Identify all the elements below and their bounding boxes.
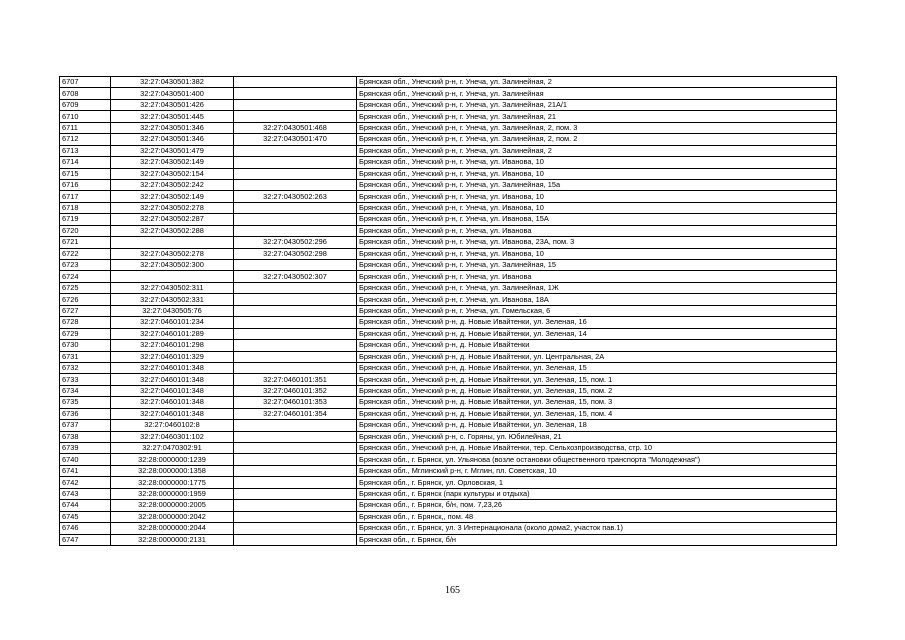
address-cell: Брянская обл., Унечский р-н, г. Унеча, ул. Иванова, 23А, пом. 3 [357,237,837,248]
cadastral-number-cell: 32:27:0460101:289 [111,328,234,339]
address-cell: Брянская обл., Унечский р-н, г. Унеча, ул. Иванова, 18А [357,294,837,305]
row-number-cell: 6741 [60,465,111,476]
address-cell: Брянская обл., Унечский р-н, д. Новые Ивайтенки, ул. Зеленая, 14 [357,328,837,339]
row-number-cell: 6726 [60,294,111,305]
linked-cadastral-number-cell [234,511,357,522]
row-number-cell: 6722 [60,248,111,259]
address-cell: Брянская обл., г. Брянск,, пом. 48 [357,511,837,522]
address-cell: Брянская обл., г. Брянск, б/н [357,534,837,545]
row-number-cell: 6737 [60,420,111,431]
linked-cadastral-number-cell [234,145,357,156]
address-cell: Брянская обл., Унечский р-н, д. Новые Ивайтенки, ул. Зеленая, 15, пом. 3 [357,397,837,408]
linked-cadastral-number-cell [234,351,357,362]
linked-cadastral-number-cell: 32:27:0430502:296 [234,237,357,248]
row-number-cell: 6746 [60,523,111,534]
cadastral-number-cell: 32:27:0430502:278 [111,202,234,213]
table-row [60,77,837,88]
row-number-cell: 6728 [60,317,111,328]
address-cell: Брянская обл., Унечский р-н, д. Новые Ивайтенки, ул. Зеленая, 18 [357,420,837,431]
address-cell: Брянская обл., Унечский р-н, г. Унеча, ул. Иванова, 10 [357,191,837,202]
address-cell: Брянская обл., Унечский р-н, д. Новые Ивайтенки, ул. Зеленая, 15 [357,362,837,373]
linked-cadastral-number-cell [234,168,357,179]
cadastral-number-cell [111,237,234,248]
table-row [60,443,837,454]
row-number-cell: 6712 [60,134,111,145]
table-row [60,237,837,248]
table-row [60,111,837,122]
cadastral-number-cell: 32:27:0430502:311 [111,282,234,293]
address-cell: Брянская обл., Унечский р-н, г. Унеча, ул. Залинейная, 2 [357,77,837,88]
table-row [60,271,837,282]
linked-cadastral-number-cell: 32:27:0430502:307 [234,271,357,282]
cadastral-number-cell: 32:27:0430502:154 [111,168,234,179]
address-cell: Брянская обл., Унечский р-н, г. Унеча, ул. Залинейная, 2 [357,145,837,156]
address-cell: Брянская обл., Унечский р-н, г. Унеча, ул. Иванова, 10 [357,248,837,259]
linked-cadastral-number-cell [234,111,357,122]
cadastral-number-cell: 32:28:0000000:1775 [111,477,234,488]
address-cell: Брянская обл., Унечский р-н, г. Унеча, ул. Залинейная, 21 [357,111,837,122]
linked-cadastral-number-cell [234,305,357,316]
cadastral-number-cell: 32:28:0000000:1239 [111,454,234,465]
table-row [60,523,837,534]
address-cell: Брянская обл., Унечский р-н, д. Новые Ивайтенки, ул. Зеленая, 15, пом. 2 [357,385,837,396]
address-cell: Брянская обл., Унечский р-н, г. Унеча, ул. Залинейная, 1Ж [357,282,837,293]
address-cell: Брянская обл., Унечский р-н, г. Унеча, ул. Иванова, 15А [357,214,837,225]
linked-cadastral-number-cell: 32:27:0430501:470 [234,134,357,145]
page-number: 165 [445,585,460,596]
linked-cadastral-number-cell [234,294,357,305]
linked-cadastral-number-cell [234,477,357,488]
table-row [60,282,837,293]
address-cell: Брянская обл., Унечский р-н, г. Унеча, ул. Залинейная, 2, пом. 2 [357,134,837,145]
table-row [60,351,837,362]
cadastral-number-cell: 32:28:0000000:2044 [111,523,234,534]
linked-cadastral-number-cell [234,157,357,168]
row-number-cell: 6716 [60,179,111,190]
address-cell: Брянская обл., Унечский р-н, г. Унеча, ул. Иванова, 10 [357,202,837,213]
table-row [60,191,837,202]
table-row [60,511,837,522]
address-cell: Брянская обл., Унечский р-н, г. Унеча, ул. Иванова [357,271,837,282]
table-row [60,488,837,499]
linked-cadastral-number-cell: 32:27:0460101:352 [234,385,357,396]
row-number-cell: 6745 [60,511,111,522]
cadastral-number-cell: 32:28:0000000:2005 [111,500,234,511]
cadastral-number-cell: 32:28:0000000:2042 [111,511,234,522]
table-row [60,431,837,442]
row-number-cell: 6729 [60,328,111,339]
row-number-cell: 6734 [60,385,111,396]
address-cell: Брянская обл., г. Брянск, ул. 3 Интернационала (около дома2, участок пав.1) [357,523,837,534]
table-row [60,362,837,373]
linked-cadastral-number-cell [234,77,357,88]
row-number-cell: 6711 [60,122,111,133]
table-row [60,99,837,110]
row-number-cell: 6721 [60,237,111,248]
linked-cadastral-number-cell [234,443,357,454]
address-cell: Брянская обл., Унечский р-н, г. Унеча, ул. Залинейная [357,88,837,99]
address-cell: Брянская обл., Унечский р-н, г. Унеча, ул. Залинейная, 15 [357,260,837,271]
cadastral-number-cell: 32:27:0460102:8 [111,420,234,431]
row-number-cell: 6730 [60,340,111,351]
table-row [60,328,837,339]
table-row [60,500,837,511]
row-number-cell: 6738 [60,431,111,442]
cadastral-number-cell: 32:27:0460101:234 [111,317,234,328]
table-row [60,260,837,271]
cadastral-number-cell: 32:28:0000000:1959 [111,488,234,499]
cadastral-number-cell: 32:27:0460101:348 [111,397,234,408]
row-number-cell: 6736 [60,408,111,419]
cadastral-number-cell: 32:27:0430502:331 [111,294,234,305]
row-number-cell: 6732 [60,362,111,373]
linked-cadastral-number-cell [234,202,357,213]
table-row [60,168,837,179]
cadastral-number-cell: 32:27:0430502:149 [111,157,234,168]
row-number-cell: 6715 [60,168,111,179]
cadastral-number-cell: 32:27:0430501:426 [111,99,234,110]
row-number-cell: 6713 [60,145,111,156]
linked-cadastral-number-cell [234,260,357,271]
table-row [60,385,837,396]
cadastral-number-cell: 32:27:0430501:346 [111,134,234,145]
table-row [60,477,837,488]
linked-cadastral-number-cell: 32:27:0430502:298 [234,248,357,259]
row-number-cell: 6735 [60,397,111,408]
row-number-cell: 6709 [60,99,111,110]
table-row [60,305,837,316]
cadastral-number-cell: 32:27:0460101:348 [111,385,234,396]
row-number-cell: 6724 [60,271,111,282]
linked-cadastral-number-cell [234,214,357,225]
row-number-cell: 6718 [60,202,111,213]
address-cell: Брянская обл., г. Брянск, ул. Ульянова (возле остановки общественного транспорта "Молодежная") [357,454,837,465]
table-row [60,179,837,190]
linked-cadastral-number-cell [234,454,357,465]
cadastral-number-cell [111,271,234,282]
table-row [60,534,837,545]
row-number-cell: 6717 [60,191,111,202]
row-number-cell: 6747 [60,534,111,545]
row-number-cell: 6731 [60,351,111,362]
cadastral-number-cell: 32:27:0430501:445 [111,111,234,122]
row-number-cell: 6725 [60,282,111,293]
cadastral-number-cell: 32:27:0430501:400 [111,88,234,99]
address-cell: Брянская обл., Унечский р-н, д. Новые Ивайтенки, ул. Центральная, 2А [357,351,837,362]
cadastral-number-cell: 32:27:0430502:278 [111,248,234,259]
cadastral-number-cell: 32:28:0000000:2131 [111,534,234,545]
cadastral-number-cell: 32:27:0460101:348 [111,408,234,419]
address-cell: Брянская обл., Унечский р-н, д. Новые Ивайтенки, ул. Зеленая, 16 [357,317,837,328]
address-cell: Брянская обл., Унечский р-н, с. Горяны, ул. Юбилейная, 21 [357,431,837,442]
table-row [60,340,837,351]
address-cell: Брянская обл., Унечский р-н, г. Унеча, ул. Гомельская, 6 [357,305,837,316]
table-row [60,248,837,259]
table-row [60,145,837,156]
address-cell: Брянская обл., Унечский р-н, г. Унеча, ул. Иванова [357,225,837,236]
table-row [60,225,837,236]
table-row [60,157,837,168]
property-registry-table [59,76,837,546]
linked-cadastral-number-cell: 32:27:0430501:468 [234,122,357,133]
row-number-cell: 6723 [60,260,111,271]
row-number-cell: 6727 [60,305,111,316]
address-cell: Брянская обл., Унечский р-н, г. Унеча, ул. Залинейная, 21А/1 [357,99,837,110]
row-number-cell: 6719 [60,214,111,225]
table-row [60,122,837,133]
linked-cadastral-number-cell [234,317,357,328]
linked-cadastral-number-cell [234,500,357,511]
linked-cadastral-number-cell [234,488,357,499]
row-number-cell: 6733 [60,374,111,385]
address-cell: Брянская обл., Унечский р-н, д. Новые Ивайтенки, тер. Сельхозпроизводства, стр. 10 [357,443,837,454]
linked-cadastral-number-cell [234,99,357,110]
row-number-cell: 6720 [60,225,111,236]
cadastral-number-cell: 32:28:0000000:1358 [111,465,234,476]
row-number-cell: 6714 [60,157,111,168]
cadastral-number-cell: 32:27:0430502:242 [111,179,234,190]
address-cell: Брянская обл., Унечский р-н, д. Новые Ивайтенки, ул. Зеленая, 15, пом. 1 [357,374,837,385]
linked-cadastral-number-cell: 32:27:0430502:263 [234,191,357,202]
address-cell: Брянская обл., г. Брянск, ул. Орловская, 1 [357,477,837,488]
row-number-cell: 6708 [60,88,111,99]
cadastral-number-cell: 32:27:0430502:300 [111,260,234,271]
cadastral-number-cell: 32:27:0470302:91 [111,443,234,454]
cadastral-number-cell: 32:27:0430501:479 [111,145,234,156]
linked-cadastral-number-cell [234,225,357,236]
table-row [60,465,837,476]
linked-cadastral-number-cell [234,362,357,373]
row-number-cell: 6744 [60,500,111,511]
row-number-cell: 6742 [60,477,111,488]
address-cell: Брянская обл., Унечский р-н, г. Унеча, ул. Иванова, 10 [357,157,837,168]
cadastral-number-cell: 32:27:0430501:382 [111,77,234,88]
table-row [60,88,837,99]
cadastral-number-cell: 32:27:0460101:329 [111,351,234,362]
linked-cadastral-number-cell [234,523,357,534]
cadastral-number-cell: 32:27:0430502:149 [111,191,234,202]
cadastral-number-cell: 32:27:0430502:288 [111,225,234,236]
linked-cadastral-number-cell: 32:27:0460101:351 [234,374,357,385]
linked-cadastral-number-cell [234,282,357,293]
cadastral-number-cell: 32:27:0430501:346 [111,122,234,133]
row-number-cell: 6743 [60,488,111,499]
address-cell: Брянская обл., г. Брянск (парк культуры и отдыха) [357,488,837,499]
cadastral-number-cell: 32:27:0460101:348 [111,374,234,385]
registry-table-body [60,77,837,546]
linked-cadastral-number-cell [234,431,357,442]
linked-cadastral-number-cell [234,179,357,190]
row-number-cell: 6740 [60,454,111,465]
address-cell: Брянская обл., Унечский р-н, д. Новые Ивайтенки [357,340,837,351]
table-row [60,134,837,145]
table-row [60,408,837,419]
linked-cadastral-number-cell [234,88,357,99]
linked-cadastral-number-cell: 32:27:0460101:354 [234,408,357,419]
table-row [60,420,837,431]
address-cell: Брянская обл., г. Брянск, б/н, пом. 7,23,26 [357,500,837,511]
address-cell: Брянская обл., Унечский р-н, г. Унеча, ул. Залинейная, 15а [357,179,837,190]
row-number-cell: 6707 [60,77,111,88]
address-cell: Брянская обл., Мглинский р-н, г. Мглин, пл. Советская, 10 [357,465,837,476]
cadastral-number-cell: 32:27:0460101:298 [111,340,234,351]
cadastral-number-cell: 32:27:0430505:76 [111,305,234,316]
cadastral-number-cell: 32:27:0430502:287 [111,214,234,225]
address-cell: Брянская обл., Унечский р-н, д. Новые Ивайтенки, ул. Зеленая, 15, пом. 4 [357,408,837,419]
table-row [60,294,837,305]
cadastral-number-cell: 32:27:0460301:102 [111,431,234,442]
linked-cadastral-number-cell [234,534,357,545]
linked-cadastral-number-cell [234,328,357,339]
address-cell: Брянская обл., Унечский р-н, г. Унеча, ул. Залинейная, 2, пом. 3 [357,122,837,133]
cadastral-number-cell: 32:27:0460101:348 [111,362,234,373]
table-row [60,454,837,465]
linked-cadastral-number-cell [234,465,357,476]
row-number-cell: 6710 [60,111,111,122]
table-row [60,374,837,385]
table-row [60,317,837,328]
table-row [60,214,837,225]
row-number-cell: 6739 [60,443,111,454]
address-cell: Брянская обл., Унечский р-н, г. Унеча, ул. Иванова, 10 [357,168,837,179]
linked-cadastral-number-cell: 32:27:0460101:353 [234,397,357,408]
table-row [60,397,837,408]
table-row [60,202,837,213]
linked-cadastral-number-cell [234,420,357,431]
linked-cadastral-number-cell [234,340,357,351]
